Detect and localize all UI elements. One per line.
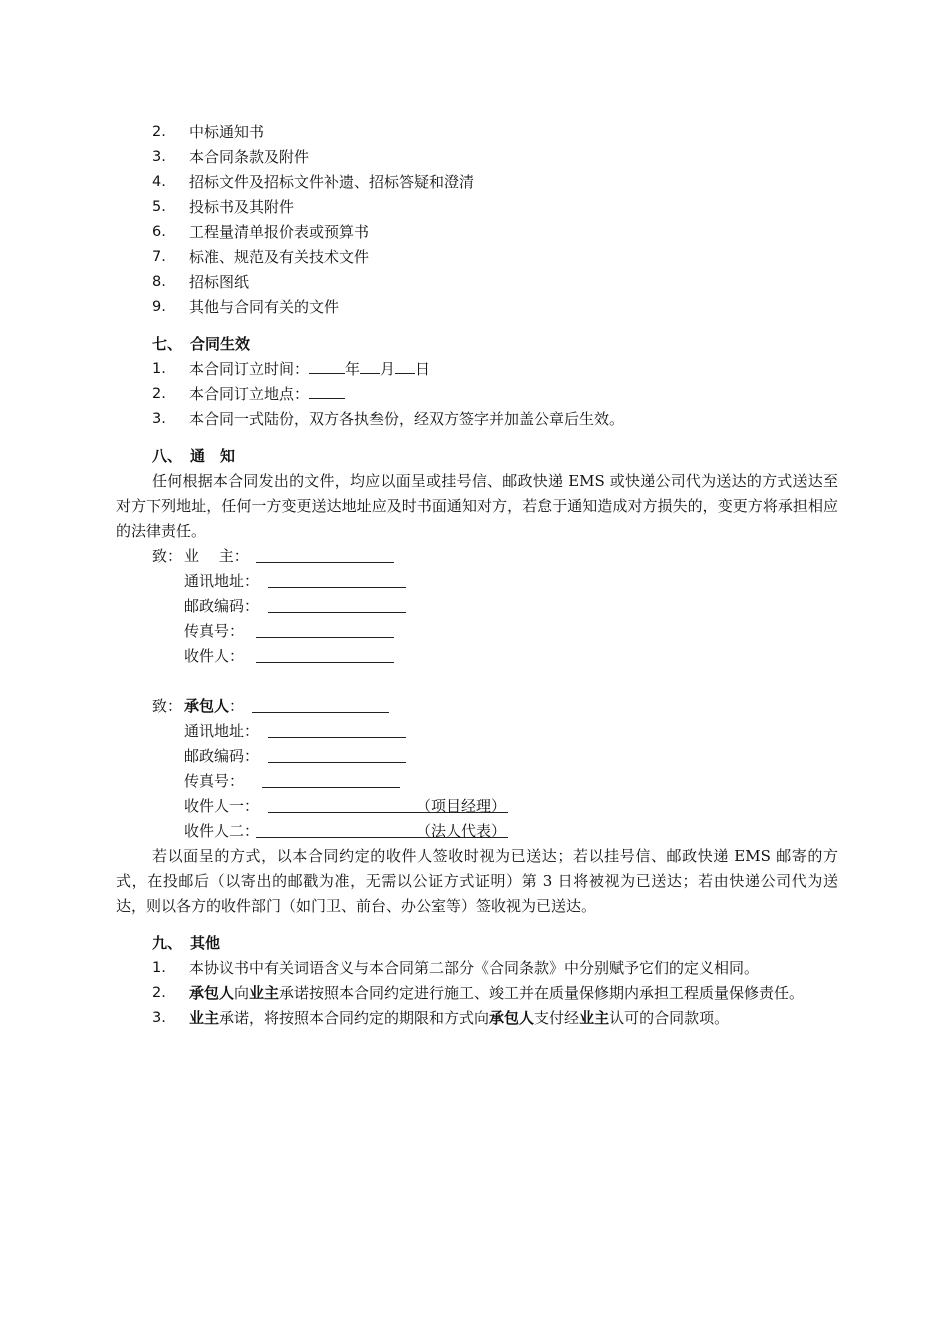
section-title: 合同生效 xyxy=(190,335,251,353)
list-item xyxy=(116,245,838,270)
address-blank xyxy=(268,737,406,738)
list-text: 工程量清单报价表或预算书 xyxy=(189,223,370,241)
address-line xyxy=(116,794,838,819)
owner-term: 业主 xyxy=(579,1009,610,1027)
month-blank xyxy=(360,358,380,374)
list-number: 4. xyxy=(152,174,166,190)
contractor-address-block xyxy=(116,694,838,844)
list-item xyxy=(116,1006,838,1031)
owner-address-block xyxy=(116,544,838,669)
legal-rep-note: （法人代表） xyxy=(416,822,507,840)
list-number: 9. xyxy=(152,299,166,315)
list-number: 2. xyxy=(152,124,166,140)
to-label: 致： xyxy=(152,547,183,565)
postcode-blank xyxy=(268,612,406,613)
day-label: 日 xyxy=(415,360,431,378)
list-item xyxy=(116,120,838,145)
owner-term: 业主 xyxy=(189,1009,220,1027)
address-line xyxy=(116,569,838,594)
address-line xyxy=(116,644,838,669)
fax-label: 传真号： xyxy=(184,622,245,640)
list-text: 本合同条款及附件 xyxy=(189,148,310,166)
recipient2-label: 收件人二： xyxy=(184,822,260,840)
list-number: 5. xyxy=(152,199,166,215)
owner-label: 业 主： xyxy=(184,547,249,565)
year-label: 年 xyxy=(345,360,361,378)
signing-place-label: 本合同订立地点： xyxy=(189,385,310,403)
postcode-label: 邮政编码： xyxy=(184,597,260,615)
address-line xyxy=(116,744,838,769)
list-item xyxy=(116,270,838,295)
owner-blank xyxy=(256,562,394,563)
section-9-heading xyxy=(116,931,838,956)
list-item xyxy=(116,295,838,320)
list-text: 向 xyxy=(234,984,250,1002)
list-item xyxy=(116,407,838,432)
contractor-term: 承包人 xyxy=(489,1009,535,1027)
list-number: 3. xyxy=(152,411,166,427)
address-line xyxy=(116,769,838,794)
delivery-paragraph: 若以面呈的方式，以本合同约定的收件人签收时视为已送达；若以挂号信、邮政快递 EMS 邮寄的方式，在投邮后（以寄出的邮戳为准，无需以公证方式证明）第 3 日将被视为已送达；若由快递公司代为送达，则以各方的收件部门（如门卫、前台、办公室等）签收视为已送达。 xyxy=(116,847,838,915)
to-label: 致： xyxy=(152,697,183,715)
section-title: 通 知 xyxy=(190,447,236,465)
place-blank xyxy=(309,383,345,399)
list-item xyxy=(116,956,838,981)
project-manager-note: （项目经理） xyxy=(416,797,507,815)
list-number: 6. xyxy=(152,224,166,240)
section-title: 其他 xyxy=(190,934,221,952)
spacer xyxy=(116,669,838,694)
notice-paragraph: 任何根据本合同发出的文件，均应以面呈或挂号信、邮政快递 EMS 或快递公司代为送达的方式送达至对方下列地址，任何一方变更送达地址应及时书面通知对方，若怠于通知造成对方损失的，变更方将承担相应的法律责任。 xyxy=(116,472,838,540)
fax-blank xyxy=(262,787,400,788)
list-text: 本协议书中有关词语含义与本合同第二部分《合同条款》中分别赋予它们的定义相同。 xyxy=(189,959,760,977)
recipient-label: 收件人： xyxy=(184,647,245,665)
document-content xyxy=(116,120,838,1031)
list-number: 1. xyxy=(152,361,166,377)
recipient1-blank xyxy=(268,812,416,813)
address-line xyxy=(116,719,838,744)
list-text: 中标通知书 xyxy=(189,123,265,141)
recipient2-blank xyxy=(256,837,416,838)
address-line xyxy=(116,619,838,644)
list-text: 投标书及其附件 xyxy=(189,198,295,216)
list-text: 招标图纸 xyxy=(189,273,250,291)
note-underline xyxy=(416,812,508,813)
recipient-blank xyxy=(256,662,394,663)
list-text: 其他与合同有关的文件 xyxy=(189,298,340,316)
address-label: 通讯地址： xyxy=(184,572,260,590)
contractor-party: 承包人 xyxy=(184,697,230,715)
recipient1-label: 收件人一： xyxy=(184,797,260,815)
list-number: 7. xyxy=(152,249,166,265)
address-line xyxy=(116,544,838,569)
note-underline xyxy=(416,837,508,838)
section-number: 七、 xyxy=(152,335,183,353)
signing-date-label: 本合同订立时间： xyxy=(189,360,310,378)
year-blank xyxy=(309,358,345,374)
owner-term: 业主 xyxy=(249,984,280,1002)
list-text: 招标文件及招标文件补遗、招标答疑和澄清 xyxy=(189,173,475,191)
address-blank xyxy=(268,587,406,588)
list-number: 8. xyxy=(152,274,166,290)
list-text: 支付经 xyxy=(534,1009,580,1027)
list-text: 本合同一式陆份，双方各执叁份，经双方签字并加盖公章后生效。 xyxy=(189,410,625,428)
list-item xyxy=(116,220,838,245)
section-8-heading xyxy=(116,444,838,469)
address-label: 通讯地址： xyxy=(184,722,260,740)
address-line xyxy=(116,594,838,619)
list-text: 承诺，将按照本合同约定的期限和方式向 xyxy=(219,1009,490,1027)
fax-blank xyxy=(256,637,394,638)
postcode-label: 邮政编码： xyxy=(184,747,260,765)
list-text: 标准、规范及有关技术文件 xyxy=(189,248,370,266)
fax-label: 传真号： xyxy=(184,772,245,790)
section-7-heading xyxy=(116,332,838,357)
contractor-blank xyxy=(252,712,389,713)
list-item xyxy=(116,145,838,170)
list-text: 承诺按照本合同约定进行施工、竣工并在质量保修期内承担工程质量保修责任。 xyxy=(279,984,805,1002)
contractor-label xyxy=(184,694,244,719)
postcode-blank xyxy=(268,762,406,763)
address-line xyxy=(116,819,838,844)
section-number: 八、 xyxy=(152,447,183,465)
list-number: 2. xyxy=(152,386,166,402)
day-blank xyxy=(395,358,415,374)
list-item xyxy=(116,170,838,195)
list-item xyxy=(116,357,838,382)
contract-documents-list xyxy=(116,120,838,320)
list-number: 3. xyxy=(152,149,166,165)
section-number: 九、 xyxy=(152,934,183,952)
list-number: 2. xyxy=(152,985,166,1001)
colon: ： xyxy=(229,697,245,715)
list-item xyxy=(116,382,838,407)
list-item xyxy=(116,195,838,220)
month-label: 月 xyxy=(380,360,396,378)
list-text: 认可的合同款项。 xyxy=(609,1009,730,1027)
list-number: 3. xyxy=(152,1010,166,1026)
list-item xyxy=(116,981,838,1006)
address-line xyxy=(116,694,838,719)
contractor-term: 承包人 xyxy=(189,984,235,1002)
list-number: 1. xyxy=(152,960,166,976)
